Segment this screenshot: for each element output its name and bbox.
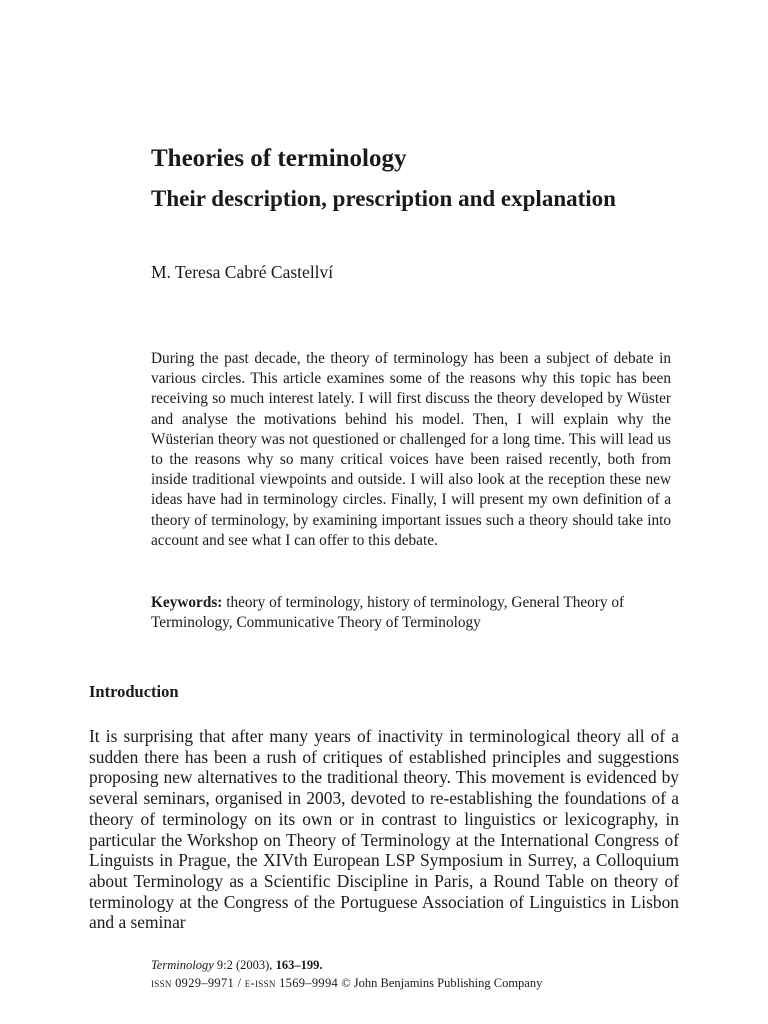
abstract-text: During the past decade, the theory of terminology has been a subject of debate in various circles. This article examines some of the reasons why this topic has been receiving so much interest lately. I will first discuss the theory developed by Wüster and analyse the motivations behind his model. Then, I will explain why the Wüsterian theory was not questioned or challenged for a long time. This will lead us to the reasons why so many critical voices have been raised recently, both from inside traditional viewpoints and outside. I will also look at the reception these new ideas have had in terminology circles. Finally, I will present my own definition of a theory of terminology, by examining important issues such a theory should take into account and see what I can offer to this debate. bbox=[151, 350, 671, 549]
footer-journal-line bbox=[151, 956, 542, 974]
keywords-list: theory of terminology, history of terminology, General Theory of Terminology, Communicative Theory of Terminology bbox=[151, 594, 625, 632]
copyright-text: © John Benjamins Publishing Company bbox=[338, 976, 543, 990]
journal-pages: 163–199. bbox=[275, 958, 323, 972]
footer-citation bbox=[151, 956, 542, 992]
article-subtitle: Their description, prescription and explanation bbox=[151, 186, 616, 211]
keywords-label: Keywords: bbox=[151, 594, 223, 611]
journal-name: Terminology bbox=[151, 958, 214, 972]
footer-issn-line bbox=[151, 974, 542, 992]
issn-text: issn 0929–9971 / e-issn 1569–9994 bbox=[151, 976, 339, 990]
keywords bbox=[151, 593, 675, 633]
introduction-paragraph: It is surprising that after many years of inactivity in terminological theory all of a sudden there has been a rush of critiques of established principles and suggestions proposing new alternatives to the traditional theory. This movement is evidenced by several seminars, organised in 2003, devoted to re-establishing the foundations of a theory of terminology on its own or in contrast to linguistics or lexicography, in particular the Workshop on Theory of Terminology at the International Congress of Linguists in Prague, the XIVth European LSP Symposium in Surrey, a Colloquium about Terminology as a Scientific Discipline in Paris, a Round Table on theory of terminology at the Congress of the Portuguese Association of Linguistics in Lisbon and a seminar bbox=[89, 726, 679, 933]
journal-volume: 9:2 (2003), bbox=[213, 958, 276, 972]
article-title: Theories of terminology bbox=[151, 145, 407, 172]
author-name: M. Teresa Cabré Castellví bbox=[151, 262, 334, 282]
section-heading-introduction: Introduction bbox=[89, 682, 179, 701]
